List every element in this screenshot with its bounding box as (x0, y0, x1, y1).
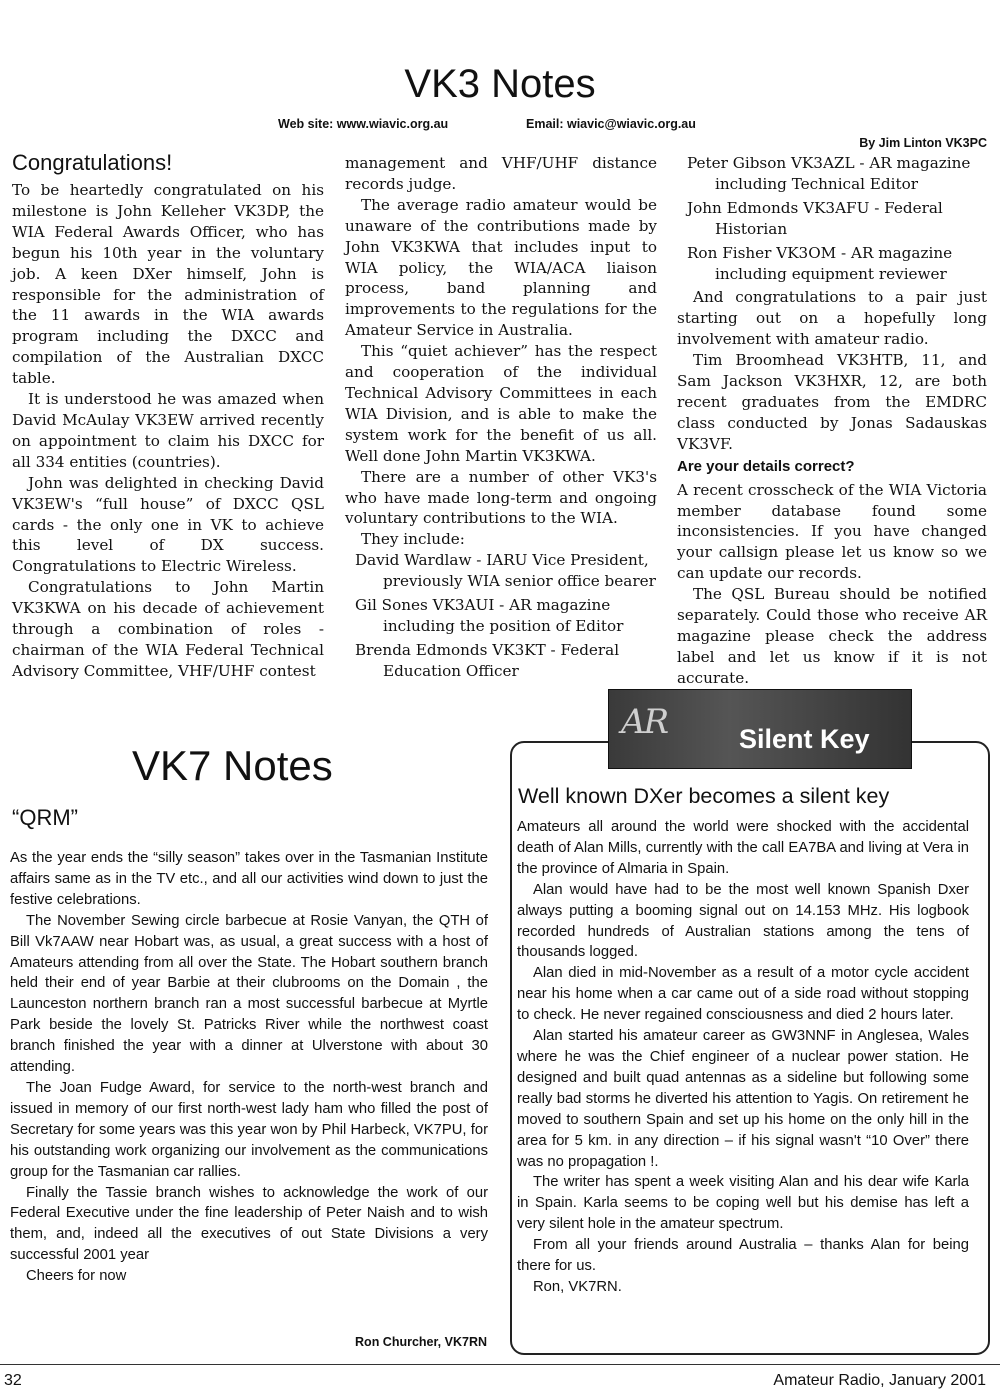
contributor-list-item: Gil Sones VK3AUI - AR magazine including the position of Editor (355, 596, 624, 635)
silent-key-signoff: Ron, VK7RN. (533, 1278, 622, 1295)
vk3-column-1 (12, 150, 324, 682)
vk3-email: Email: wiavic@wiavic.org.au (526, 117, 696, 131)
silent-key-body (517, 817, 969, 1298)
page-number: 32 (4, 1372, 22, 1389)
vk3-paragraph: They include: (361, 530, 465, 549)
magazine-issue: Amateur Radio, January 2001 (773, 1372, 986, 1389)
vk3-paragraph: Tim Broomhead VK3HTB, 11, and Sam Jackson VK3HXR, 12, are both recent graduates from the EMDRC class conducted by Jonas Sadauskas VK3VF. (677, 351, 987, 453)
silent-key-title: Silent Key (739, 724, 870, 754)
vk3-paragraph: Congratulations to John Martin VK3KWA on his decade of achievement through a combination of roles - chairman of the WIA Federal Technical Advisory Committee, VHF/UHF contest (12, 578, 324, 680)
silent-key-heading: Well known DXer becomes a silent key (518, 784, 890, 808)
vk3-paragraph: John was delighted in checking David VK3EW's “full house” of DXCC QSL cards - the only one in VK to achieve this level of DX success. Congratulations to Electric Wireless. (12, 473, 324, 576)
footer-rule (0, 1364, 1000, 1365)
vk7-paragraph: The November Sewing circle barbecue at Rosie Vanyan, the QTH of Bill Vk7AAW near Hobart was, as usual, a great success with a host of Amateurs attending from all over the State. The Hobart southern branch held their end of year Barbie at their clubrooms on the Domain , the Launceston northern branch ran a most successful barbecue at Myrtle Park beside the lovely St. Patricks River while the northwest coast branch finished the year with a dinner at Ulverstone with about 30 attending. (10, 912, 488, 1076)
vk7-paragraph: Cheers for now (26, 1268, 127, 1285)
silent-key-paragraph: From all your friends around Australia – thanks Alan for being there for us. (517, 1237, 969, 1275)
silent-key-paragraph: The writer has spent a week visiting Alan and his dear wife Karla in Spain. Karla seems to be coping well but his demise has left a very silent hole in the amateur spectrum. (517, 1174, 969, 1233)
vk3-byline: By Jim Linton VK3PC (859, 136, 987, 150)
vk3-website: Web site: www.wiavic.org.au (278, 117, 449, 131)
vk3-column-2 (345, 153, 657, 685)
details-heading: Are your details correct? (677, 457, 855, 475)
vk7-paragraph: The Joan Fudge Award, for service to the north-west branch and issued in memory of our first north-west lady ham who filled the post of Secretary for some years was this year won by Phil Harbeck, VK7PU, for his outstanding work organizing our involvement as the communications group for the Tasmanian car rallies. (10, 1079, 488, 1180)
vk3-paragraph: This “quiet achiever” has the respect and cooperation of the individual Technical Advisory Committees in each WIA Division, and is able to make the system work for the benefit of us all. Well done John Martin VK3KWA. (345, 342, 657, 465)
vk7-subtitle: “QRM” (12, 805, 78, 830)
silent-key-banner (608, 689, 912, 769)
vk3-paragraph: A recent crosscheck of the WIA Victoria member database found some inconsistencies. If you have changed your callsign please let us know so we can update our records. (677, 480, 987, 583)
vk3-column-3 (677, 153, 987, 689)
vk7-body (10, 848, 488, 1287)
vk3-title: VK3 Notes (404, 62, 596, 106)
contributor-list-item: Ron Fisher VK3OM - AR magazine including equipment reviewer (687, 243, 953, 283)
vk7-paragraph: Finally the Tassie branch wishes to acknowledge the work of our Federal Executive under the fine leadership of Peter Naish and to wish them, and, indeed all the executives of out State Divisions a very successful 2001 year (10, 1184, 488, 1264)
contributor-list-item: David Wardlaw - IARU Vice President, previously WIA senior office bearer (355, 551, 656, 591)
silent-key-paragraph: Alan died in mid-November as a result of a motor cycle accident near his home when a car came out of a side road without stopping to check. He never regained consciousness and died 2 hours later. (517, 965, 969, 1024)
ar-logo: AR (621, 702, 668, 742)
contributor-list-item: Peter Gibson VK3AZL - AR magazine including Technical Editor (687, 154, 971, 193)
vk3-paragraph: It is understood he was amazed when David McAulay VK3EW arrived recently on appointment to claim his DXCC for all 334 entities (countries). (12, 390, 324, 471)
vk3-paragraph: The QSL Bureau should be notified separately. Could those who receive AR magazine please check the address label and let us know if it is not accurate. (677, 585, 987, 687)
vk3-paragraph: management and VHF/UHF distance records judge. (345, 154, 657, 193)
vk3-paragraph: To be heartedly congratulated on his milestone is John Kelleher VK3DP, the WIA Federal Awards Officer, who has begun his 10th year in the voluntary job. A keen DXer himself, John is responsible for the administration of the 11 awards in the WIA awards program including the DXCC and compilation of the Australian DXCC table. (12, 181, 324, 388)
contributor-list-item: John Edmonds VK3AFU - Federal Historian (687, 198, 943, 238)
vk3-paragraph: And congratulations to a pair just starting out on a hopefully long involvement with amateur radio. (677, 288, 987, 349)
silent-key-paragraph: Alan started his amateur career as GW3NNF in Anglesea, Wales where he was the Chief engineer of a nuclear power station. He designed and built quad antennas as a sideline but following some really bad storms he diverted his attention to Yagis. On retirement he moved to southern Spain and set up his home on the only hill in the area for 5 km. in any direction – if his signal wasn't “10 Over” there was no propagation !. (517, 1028, 969, 1170)
silent-key-paragraph: Alan would have had to be the most well known Spanish Dxer always putting a booming signal out on 14.153 MHz. His logbook recorded hundreds of Australian stations among the tens of thousands logged. (517, 881, 969, 961)
congratulations-heading: Congratulations! (12, 150, 173, 175)
vk7-title: VK7 Notes (132, 742, 333, 789)
contributor-list-item: Brenda Edmonds VK3KT - Federal Education Officer (355, 640, 620, 680)
vk7-signature: Ron Churcher, VK7RN (355, 1335, 487, 1349)
vk3-paragraph: There are a number of other VK3's who have made long-term and ongoing voluntary contributions to the WIA. (345, 467, 657, 528)
silent-key-paragraph: Amateurs all around the world were shocked with the accidental death of Alan Mills, currently with the call EA7BA and living at Vera in the province of Almaria in Spain. (517, 819, 969, 877)
vk7-paragraph: As the year ends the “silly season” takes over in the Tasmanian Institute affairs same as in the TV etc., and all our activities wind down to just the festive celebrations. (10, 850, 488, 908)
vk3-paragraph: The average radio amateur would be unaware of the contributions made by John VK3KWA that includes input to WIA policy, the WIA/ACA liaison process, band planning and improvements to the regulations for the Amateur Service in Australia. (345, 195, 657, 340)
